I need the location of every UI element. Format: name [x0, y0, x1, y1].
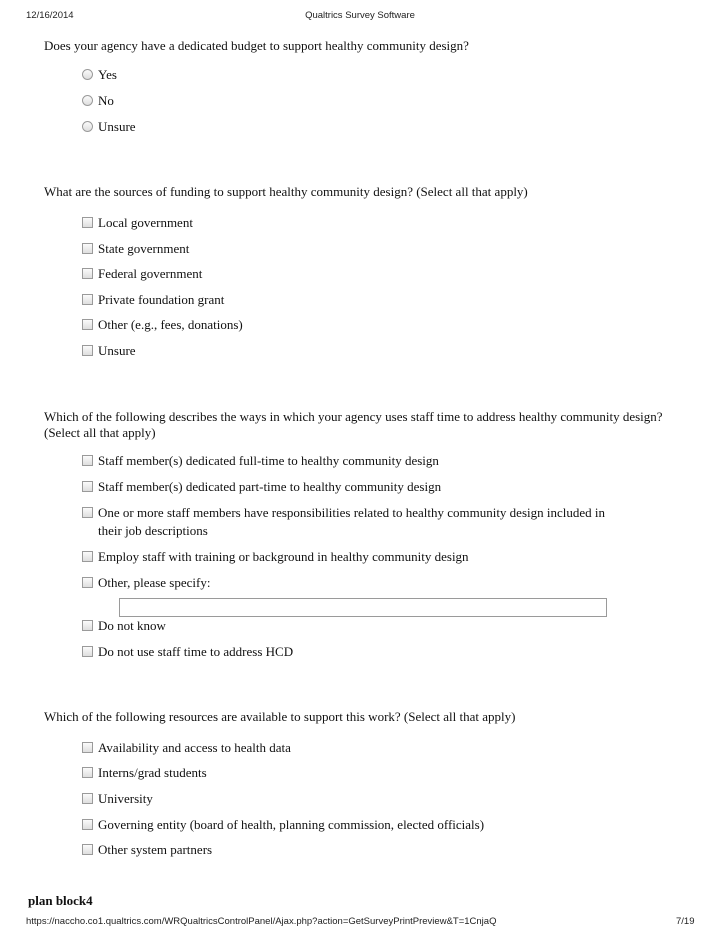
option-label: Governing entity (board of health, planning commission, elected officials)	[98, 817, 485, 832]
radio-button-icon[interactable]	[82, 121, 93, 132]
option-label: Unsure	[98, 343, 136, 358]
option-label: One or more staff members have responsibilities related to healthy community design included in their job descriptions	[98, 505, 605, 538]
radio-button-icon[interactable]	[82, 95, 93, 106]
checkbox-icon[interactable]	[82, 844, 93, 855]
question-4-text: Which of the following resources are available to support this work? (Select all that apply)	[44, 709, 516, 724]
checkbox-icon[interactable]	[82, 577, 93, 588]
option-label: University	[98, 791, 153, 806]
option-label: Other, please specify:	[98, 575, 211, 590]
print-date: 12/16/2014	[26, 10, 74, 21]
print-title: Qualtrics Survey Software	[305, 10, 415, 21]
checkbox-icon[interactable]	[82, 268, 93, 279]
option-label: Do not know	[98, 618, 166, 633]
checkbox-icon[interactable]	[82, 455, 93, 466]
checkbox-icon[interactable]	[82, 481, 93, 492]
checkbox-icon[interactable]	[82, 819, 93, 830]
option-label: Unsure	[98, 119, 136, 134]
option-label: Local government	[98, 215, 193, 230]
checkbox-icon[interactable]	[82, 767, 93, 778]
question-1-text: Does your agency have a dedicated budget to support healthy community design?	[44, 38, 469, 53]
question-2-text: What are the sources of funding to support healthy community design? (Select all that apply)	[44, 184, 528, 199]
checkbox-icon[interactable]	[82, 793, 93, 804]
checkbox-icon[interactable]	[82, 243, 93, 254]
checkbox-icon[interactable]	[82, 620, 93, 631]
checkbox-icon[interactable]	[82, 294, 93, 305]
option-label: Interns/grad students	[98, 765, 207, 780]
radio-button-icon[interactable]	[82, 69, 93, 80]
checkbox-icon[interactable]	[82, 345, 93, 356]
checkbox-icon[interactable]	[82, 507, 93, 518]
checkbox-icon[interactable]	[82, 646, 93, 657]
checkbox-icon[interactable]	[82, 319, 93, 330]
option-label: State government	[98, 241, 190, 256]
page-number: 7/19	[676, 916, 695, 927]
footer-url: https://naccho.co1.qualtrics.com/WRQualtricsControlPanel/Ajax.php?action=GetSurveyPrintPreview&T=1CnjaQ	[26, 916, 497, 927]
option-label: Employ staff with training or background in healthy community design	[98, 549, 469, 564]
option-label: Other (e.g., fees, donations)	[98, 317, 243, 332]
option-label: Private foundation grant	[98, 292, 225, 307]
option-label: Federal government	[98, 266, 203, 281]
block-title: plan block4	[28, 893, 93, 908]
option-label: Yes	[98, 67, 117, 82]
option-label: Other system partners	[98, 842, 213, 857]
checkbox-icon[interactable]	[82, 217, 93, 228]
checkbox-icon[interactable]	[82, 742, 93, 753]
option-label: Staff member(s) dedicated part-time to healthy community design	[98, 479, 442, 494]
checkbox-icon[interactable]	[82, 551, 93, 562]
option-label: Availability and access to health data	[98, 740, 291, 755]
option-label: No	[98, 93, 114, 108]
option-label: Do not use staff time to address HCD	[98, 644, 294, 659]
question-3-text: Which of the following describes the ways in which your agency uses staff time to address healthy community design? (Select all that apply)	[44, 409, 663, 440]
option-label: Staff member(s) dedicated full-time to healthy community design	[98, 453, 439, 468]
other-specify-input[interactable]	[119, 598, 607, 617]
